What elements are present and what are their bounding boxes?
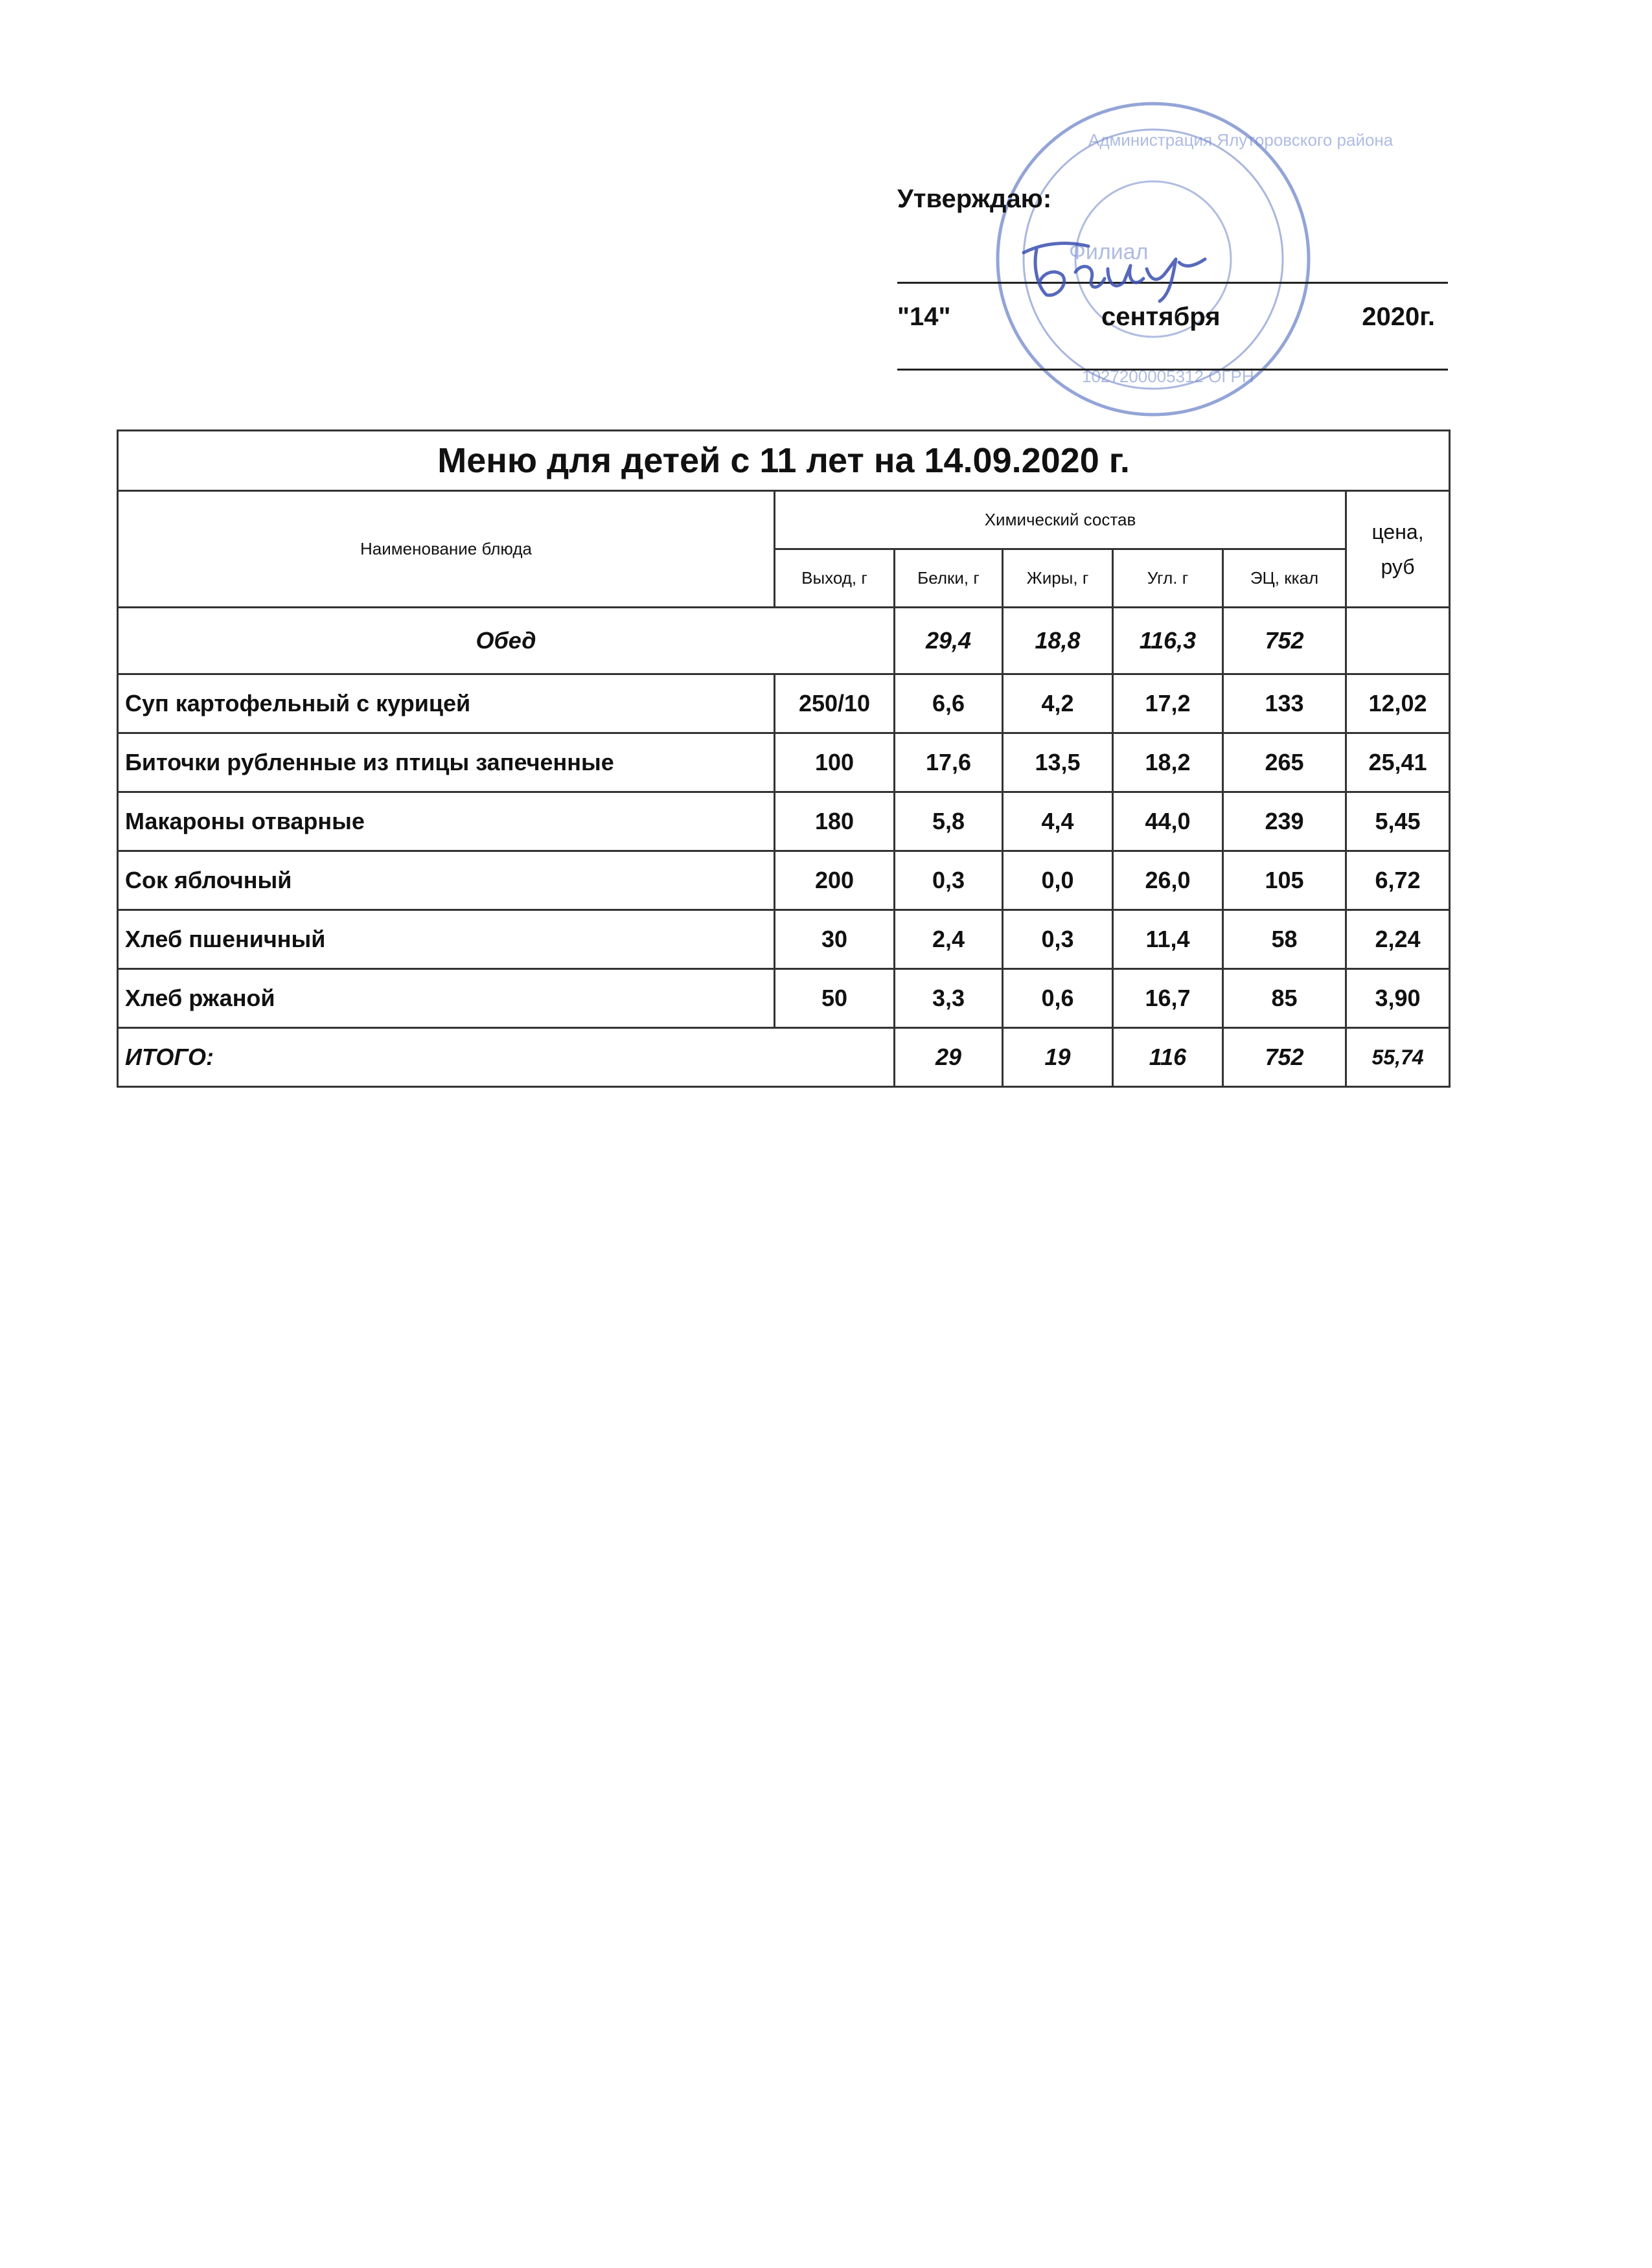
total-protein: 29 bbox=[895, 1028, 1003, 1087]
menu-title: Меню для детей с 11 лет на 14.09.2020 г. bbox=[118, 431, 1450, 491]
total-energy: 752 bbox=[1223, 1028, 1346, 1087]
column-yield: Выход, г bbox=[775, 549, 895, 608]
approval-day: "14" bbox=[897, 303, 951, 331]
dish-carbs: 11,4 bbox=[1113, 910, 1223, 969]
dish-protein: 17,6 bbox=[895, 733, 1003, 792]
dish-carbs: 26,0 bbox=[1113, 851, 1223, 910]
dish-name: Макароны отварные bbox=[118, 792, 775, 851]
section-fat: 18,8 bbox=[1003, 608, 1113, 674]
svg-text:Администрация Ялуторовского ра: Администрация Ялуторовского района bbox=[1088, 130, 1394, 150]
table-row bbox=[118, 851, 1450, 910]
dish-carbs: 16,7 bbox=[1113, 969, 1223, 1028]
date-underline bbox=[897, 369, 1448, 371]
dish-energy: 133 bbox=[1223, 674, 1346, 733]
dish-name: Хлеб пшеничный bbox=[118, 910, 775, 969]
section-price bbox=[1346, 608, 1450, 674]
dish-fat: 4,2 bbox=[1003, 674, 1113, 733]
dish-energy: 239 bbox=[1223, 792, 1346, 851]
dish-yield: 30 bbox=[775, 910, 895, 969]
svg-text:Филиал: Филиал bbox=[1069, 240, 1149, 264]
handwritten-signature bbox=[1011, 233, 1218, 304]
dish-carbs: 44,0 bbox=[1113, 792, 1223, 851]
dish-fat: 13,5 bbox=[1003, 733, 1113, 792]
dish-price: 25,41 bbox=[1346, 733, 1450, 792]
column-carbs: Угл. г bbox=[1113, 549, 1223, 608]
dish-name: Сок яблочный bbox=[118, 851, 775, 910]
dish-protein: 2,4 bbox=[895, 910, 1003, 969]
column-energy: ЭЦ, ккал bbox=[1223, 549, 1346, 608]
dish-price: 3,90 bbox=[1346, 969, 1450, 1028]
dish-fat: 0,6 bbox=[1003, 969, 1113, 1028]
dish-yield: 50 bbox=[775, 969, 895, 1028]
dish-energy: 265 bbox=[1223, 733, 1346, 792]
dish-fat: 0,0 bbox=[1003, 851, 1113, 910]
dish-energy: 58 bbox=[1223, 910, 1346, 969]
dish-energy: 85 bbox=[1223, 969, 1346, 1028]
column-chemical-composition: Химический состав bbox=[775, 491, 1346, 549]
section-energy: 752 bbox=[1223, 608, 1346, 674]
approval-year: 2020г. bbox=[1362, 303, 1435, 331]
dish-price: 6,72 bbox=[1346, 851, 1450, 910]
section-name: Обед bbox=[118, 608, 895, 674]
table-row bbox=[118, 733, 1450, 792]
dish-price: 5,45 bbox=[1346, 792, 1450, 851]
dish-yield: 100 bbox=[775, 733, 895, 792]
dish-fat: 0,3 bbox=[1003, 910, 1113, 969]
dish-carbs: 17,2 bbox=[1113, 674, 1223, 733]
section-protein: 29,4 bbox=[895, 608, 1003, 674]
total-fat: 19 bbox=[1003, 1028, 1113, 1087]
menu-table bbox=[117, 430, 1451, 1088]
approval-month: сентября bbox=[1101, 303, 1221, 331]
dish-energy: 105 bbox=[1223, 851, 1346, 910]
section-carbs: 116,3 bbox=[1113, 608, 1223, 674]
dish-protein: 5,8 bbox=[895, 792, 1003, 851]
dish-yield: 200 bbox=[775, 851, 895, 910]
table-row bbox=[118, 674, 1450, 733]
dish-fat: 4,4 bbox=[1003, 792, 1113, 851]
svg-text:1027200005312 ОГРН: 1027200005312 ОГРН bbox=[1082, 367, 1254, 386]
dish-name: Хлеб ржаной bbox=[118, 969, 775, 1028]
dish-name: Суп картофельный с курицей bbox=[118, 674, 775, 733]
total-carbs: 116 bbox=[1113, 1028, 1223, 1087]
approval-title: Утверждаю: bbox=[897, 185, 1052, 213]
dish-price: 2,24 bbox=[1346, 910, 1450, 969]
dish-protein: 3,3 bbox=[895, 969, 1003, 1028]
column-dish-name: Наименование блюда bbox=[118, 491, 775, 608]
column-protein: Белки, г bbox=[895, 549, 1003, 608]
dish-yield: 180 bbox=[775, 792, 895, 851]
table-row bbox=[118, 969, 1450, 1028]
total-row bbox=[118, 1028, 1450, 1087]
dish-carbs: 18,2 bbox=[1113, 733, 1223, 792]
dish-protein: 0,3 bbox=[895, 851, 1003, 910]
dish-protein: 6,6 bbox=[895, 674, 1003, 733]
column-price: цена, руб bbox=[1346, 491, 1450, 608]
dish-yield: 250/10 bbox=[775, 674, 895, 733]
total-price: 55,74 bbox=[1346, 1028, 1450, 1087]
dish-name: Биточки рубленные из птицы запеченные bbox=[118, 733, 775, 792]
dish-price: 12,02 bbox=[1346, 674, 1450, 733]
section-row bbox=[118, 608, 1450, 674]
table-row bbox=[118, 792, 1450, 851]
column-fat: Жиры, г bbox=[1003, 549, 1113, 608]
table-row bbox=[118, 910, 1450, 969]
total-label: ИТОГО: bbox=[118, 1028, 895, 1087]
